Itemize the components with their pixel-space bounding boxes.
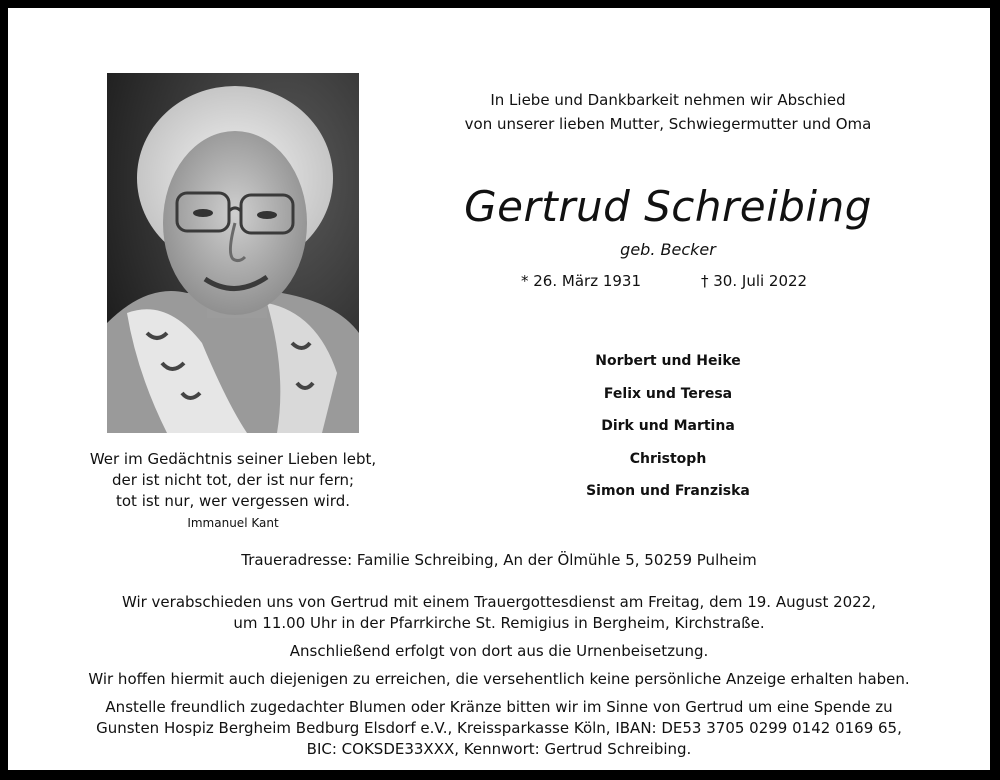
urn-burial-text: Anschließend erfolgt von dort aus die Urnenbeisetzung. (289, 642, 709, 660)
intro-line: von unserer lieben Mutter, Schwiegermutter und Oma (464, 115, 872, 133)
family-member: Felix und Teresa (603, 385, 733, 402)
intro-text (418, 88, 918, 136)
death-date: † 30. Juli 2022 (701, 272, 808, 290)
family-member: Simon und Franziska (586, 483, 750, 499)
obituary-notice (8, 8, 990, 770)
family-member: Christoph (629, 450, 707, 467)
family-member: Norbert und Heike (595, 353, 741, 369)
quote-author: Immanuel Kant (187, 516, 279, 530)
service-line: um 11.00 Uhr in der Pfarrkirche St. Remigius in Bergheim, Kirchstraße. (233, 614, 765, 632)
donation-line: Gunsten Hospiz Bergheim Bedburg Elsdorf e.V., Kreissparkasse Köln, IBAN: DE53 3705 0299 0142 0169 65, (96, 719, 902, 737)
quote-block (48, 449, 418, 532)
intro-line: In Liebe und Dankbarkeit nehmen wir Abschied (490, 91, 846, 109)
quote-line: der ist nicht tot, der ist nur fern; (111, 471, 355, 489)
donation-line: BIC: COKSDE33XXX, Kennwort: Gertrud Schreibing. (306, 740, 692, 758)
donation-line: Anstelle freundlich zugedachter Blumen oder Kränze bitten wir im Sinne von Gertrud um eine Spende zu (105, 698, 893, 716)
quote-line: tot ist nur, wer vergessen wird. (115, 492, 350, 510)
portrait-photo (107, 73, 359, 433)
service-info (48, 592, 950, 634)
service-line: Wir verabschieden uns von Gertrud mit einem Trauergottesdienst am Freitag, dem 19. August 2022, (121, 593, 877, 611)
service-details (48, 592, 950, 767)
birth-date: * 26. März 1931 (521, 272, 642, 290)
family-list (418, 345, 918, 508)
donation-info (48, 697, 950, 760)
quote-line: Wer im Gedächtnis seiner Lieben lebt, (89, 450, 377, 468)
notice-text: Wir hoffen hiermit auch diejenigen zu erreichen, die versehentlich keine persönliche Anzeige erhalten haben. (88, 670, 910, 688)
maiden-name: geb. Becker (620, 240, 716, 259)
mourning-address: Traueradresse: Familie Schreibing, An der Ölmühle 5, 50259 Pulheim (241, 551, 757, 569)
family-member: Dirk und Martina (601, 418, 735, 434)
deceased-name: Gertrud Schreibing (464, 182, 872, 231)
